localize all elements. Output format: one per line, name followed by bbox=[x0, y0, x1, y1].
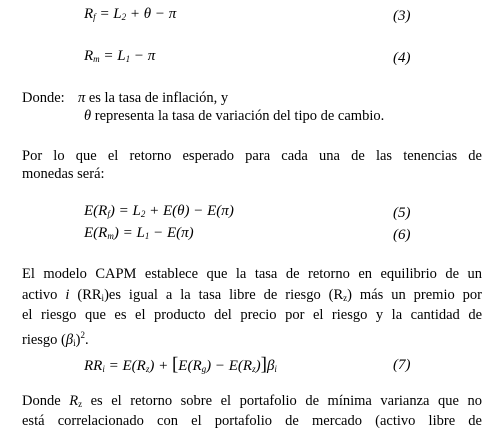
para3-line2: está correlacionado con el portafolio de mercado (activo libre de bbox=[22, 413, 482, 429]
para2-line3: el riesgo que es el producto del precio por el riesgo y la cantidad de bbox=[22, 307, 482, 323]
equation-3-number: (3) bbox=[393, 8, 411, 24]
equation-6-number: (6) bbox=[393, 227, 411, 243]
equation-3: $R_f = L_2 + \theta - \pi$ bbox=[84, 6, 177, 22]
theta-description: representa la tasa de variación del tipo de cambio. bbox=[94, 108, 385, 124]
equation-5-number: (5) bbox=[393, 205, 411, 221]
equation-7: $RR_i = E(R_z) + [E(R_g) - E(R_z)]\beta_i$ bbox=[84, 354, 277, 375]
donde-line-pi bbox=[22, 90, 228, 107]
pi-symbol: π bbox=[77, 90, 86, 106]
donde-label: Donde: bbox=[22, 90, 65, 106]
para1-line2: monedas será: bbox=[22, 166, 105, 182]
donde-line-theta bbox=[84, 108, 384, 125]
para3-line1: Donde $R_z$ es el retorno sobre el portafolio de mínima varianza que no bbox=[22, 393, 483, 409]
para1-line1: Por lo que el retorno esperado para cada una de las tenencias de bbox=[22, 148, 482, 164]
equation-6: $E(R_m) = L_1 - E(\pi)$ bbox=[84, 225, 194, 241]
equation-4-number: (4) bbox=[393, 50, 411, 66]
para2-line2: activo i $(RR_i)es$ igual a la tasa libre de riesgo $(R_z)$ más un premio por bbox=[22, 287, 483, 303]
equation-4: $R_m = L_1 - \pi$ bbox=[84, 48, 156, 64]
equation-7-number: (7) bbox=[393, 357, 411, 373]
equation-5: $E(R_f) = L_2 + E(\theta) - E(\pi)$ bbox=[84, 203, 234, 219]
theta-symbol: θ bbox=[84, 108, 92, 124]
pi-description: es la tasa de inflación, y bbox=[88, 90, 229, 106]
para2-line1: El modelo CAPM establece que la tasa de retorno en equilibrio de un bbox=[22, 266, 482, 282]
para2-line4: riesgo $(\beta_i)^2$. bbox=[22, 330, 89, 348]
